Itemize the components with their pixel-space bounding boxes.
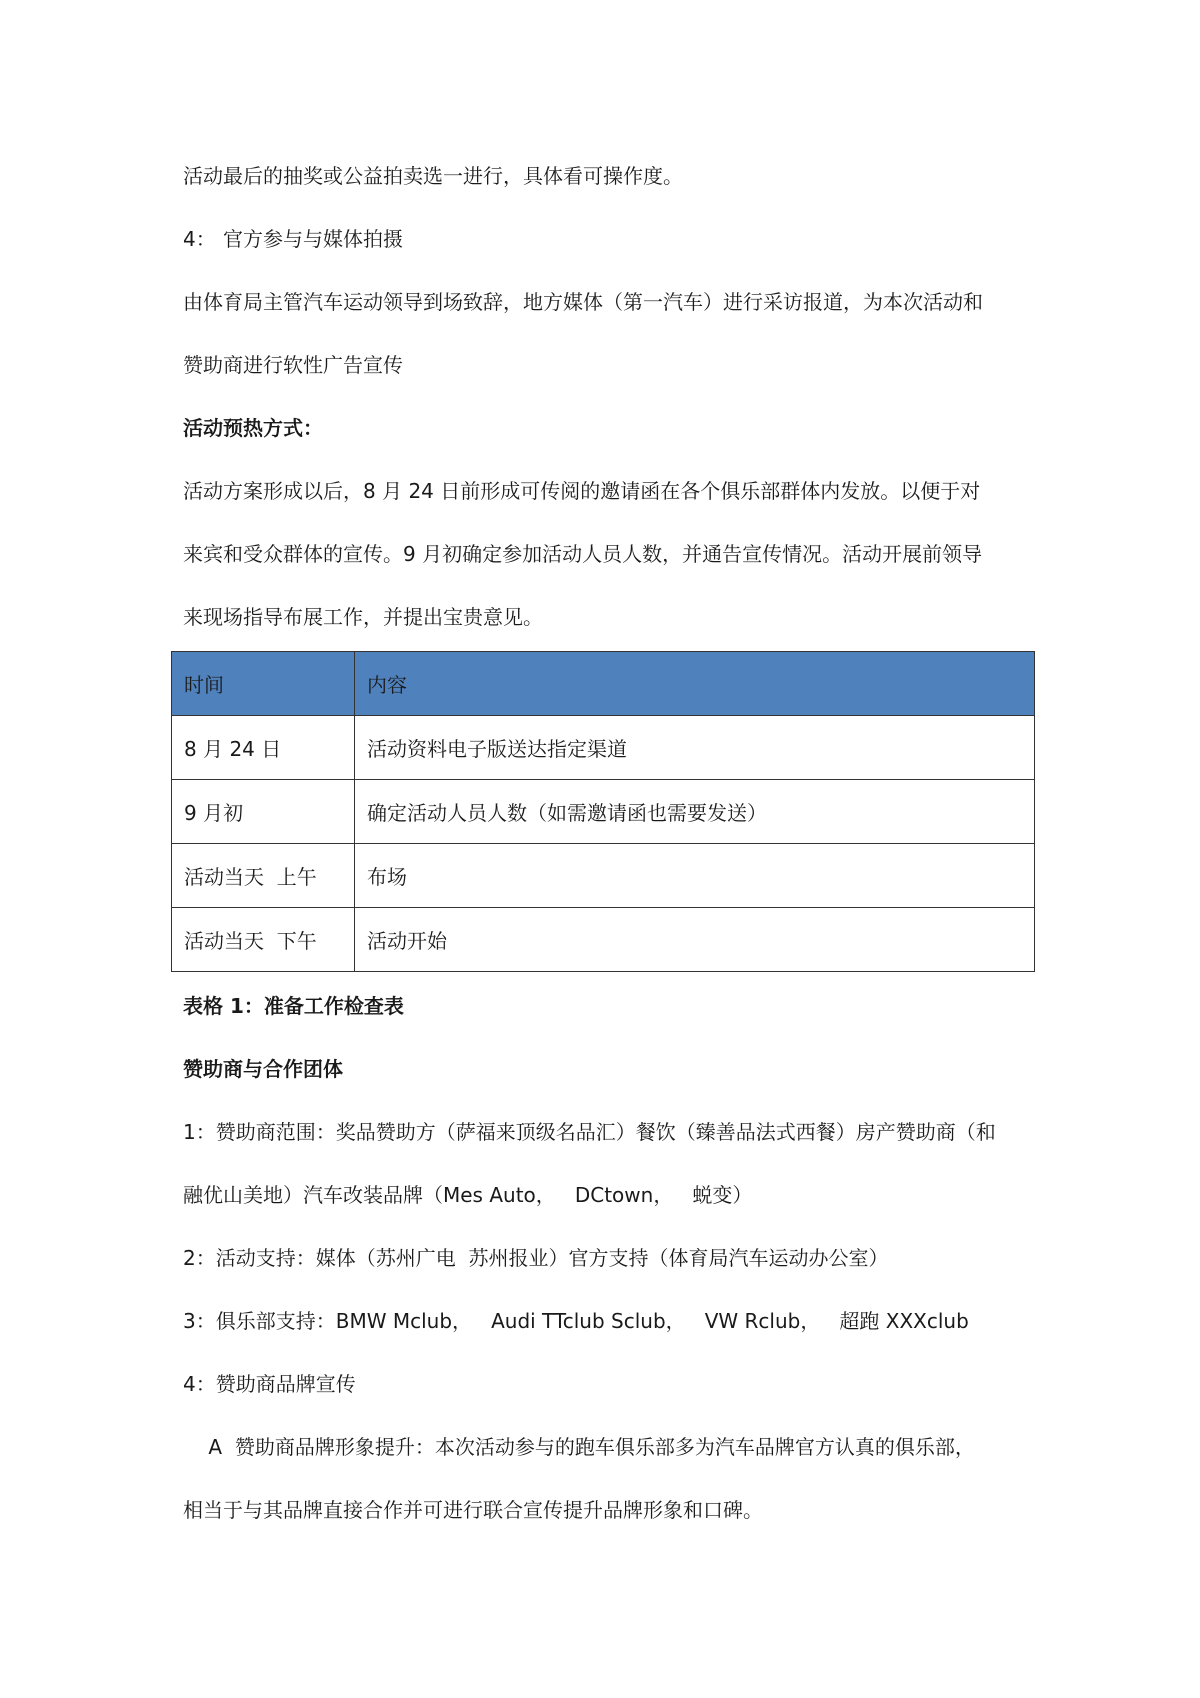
sponsor-item-1-line-1: 1：赞助商范围：奖品赞助方（萨福来顶级名品汇）餐饮（臻善品法式西餐）房产赞助商（和 (183, 1120, 996, 1144)
cell-content: 确定活动人员人数（如需邀请函也需要发送） (355, 780, 1035, 844)
sponsor-item-1-line-2: 融优山美地）汽车改装品牌（Mes Auto， DCtown， 蜕变） (183, 1183, 753, 1207)
table-caption: 表格 1：准备工作检查表 (183, 994, 404, 1018)
paragraph-official-line-1: 由体育局主管汽车运动领导到场致辞，地方媒体（第一汽车）进行采访报道，为本次活动和 (183, 290, 983, 314)
paragraph-official-line-2: 赞助商进行软性广告宣传 (183, 353, 403, 377)
cell-time: 8 月 24 日 (172, 716, 355, 780)
heading-warmup: 活动预热方式： (183, 416, 323, 440)
sponsor-item-4: 4：赞助商品牌宣传 (183, 1372, 356, 1396)
table-header-row (172, 652, 1035, 716)
cell-content: 活动资料电子版送达指定渠道 (355, 716, 1035, 780)
sponsor-item-a-line-2: 相当于与其品牌直接合作并可进行联合宣传提升品牌形象和口碑。 (183, 1498, 763, 1522)
cell-time: 活动当天 上午 (172, 844, 355, 908)
sponsor-item-3: 3：俱乐部支持：BMW Mclub， Audi TTclub Sclub， VW Rclub， 超跑 XXXclub (183, 1309, 969, 1333)
table-row (172, 844, 1035, 908)
paragraph-warmup-line-3: 来现场指导布展工作，并提出宝贵意见。 (183, 605, 543, 629)
heading-official-media (183, 225, 1033, 253)
table-row (172, 780, 1035, 844)
table-row (172, 716, 1035, 780)
heading-sponsors: 赞助商与合作团体 (183, 1057, 343, 1081)
cell-time: 9 月初 (172, 780, 355, 844)
paragraph-warmup-line-1: 活动方案形成以后，8 月 24 日前形成可传阅的邀请函在各个俱乐部群体内发放。以便于对 (183, 479, 981, 503)
header-content: 内容 (355, 652, 1035, 716)
sponsor-item-a-line-1: A 赞助商品牌形象提升：本次活动参与的跑车俱乐部多为汽车品牌官方认真的俱乐部， (183, 1435, 975, 1459)
table-row (172, 908, 1035, 972)
heading-text: 官方参与与媒体拍摄 (223, 227, 403, 251)
paragraph-lottery: 活动最后的抽奖或公益拍卖选一进行，具体看可操作度。 (183, 164, 683, 188)
schedule-table (171, 651, 1035, 972)
paragraph-warmup-line-2: 来宾和受众群体的宣传。9 月初确定参加活动人员人数，并通告宣传情况。活动开展前领导 (183, 542, 983, 566)
header-time: 时间 (172, 652, 355, 716)
sponsor-item-2: 2：活动支持：媒体（苏州广电 苏州报业）官方支持（体育局汽车运动办公室） (183, 1246, 889, 1270)
cell-content: 布场 (355, 844, 1035, 908)
cell-time: 活动当天 下午 (172, 908, 355, 972)
heading-number: 4： (183, 227, 216, 251)
cell-content: 活动开始 (355, 908, 1035, 972)
